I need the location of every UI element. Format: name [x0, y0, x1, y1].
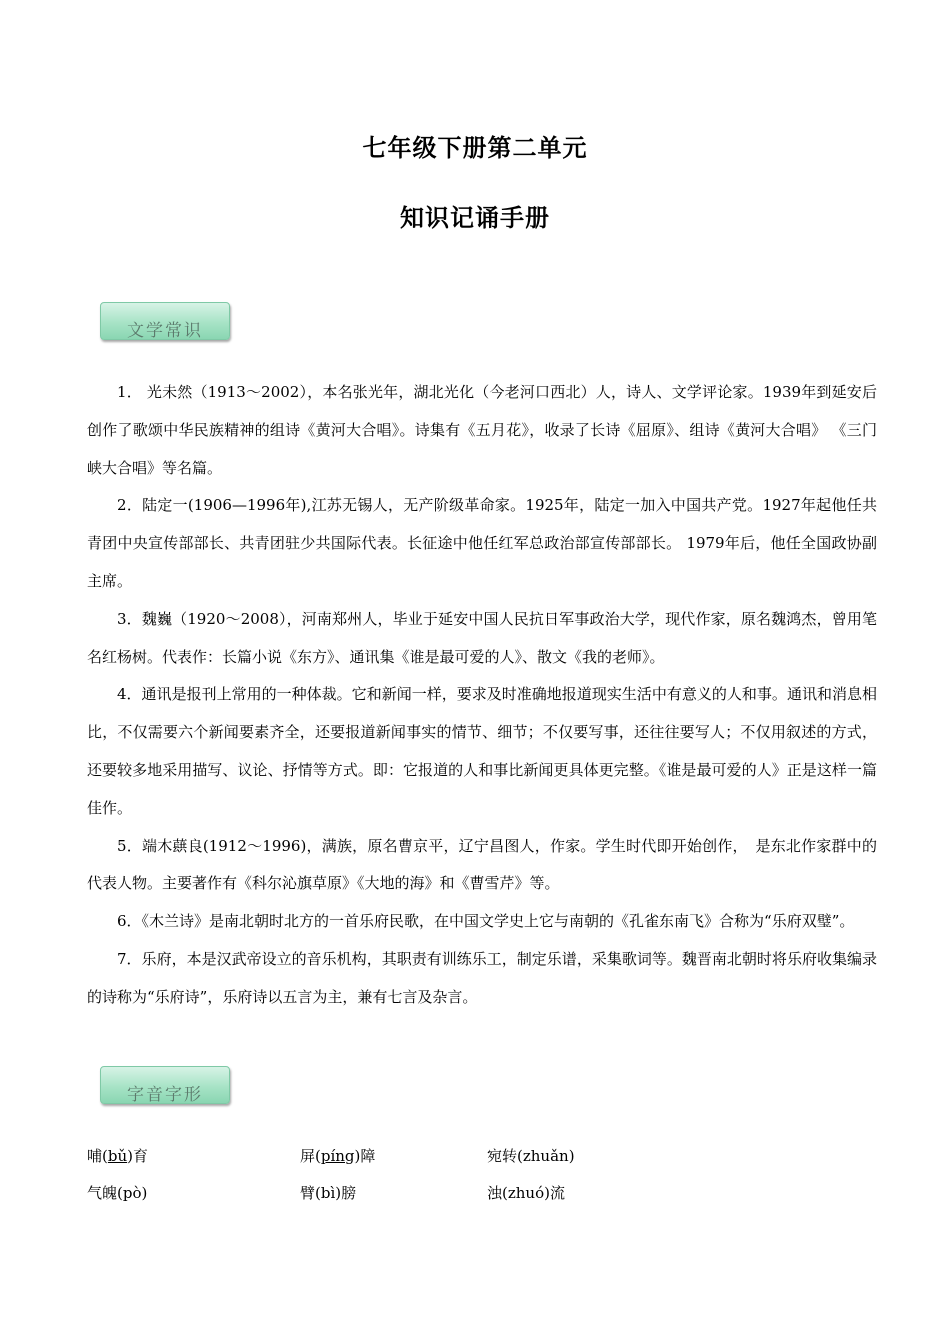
note-paragraph: 2．陆定一(1906—1996年),江苏无锡人，无产阶级革命家。1925年，陆定一加入中国共产党。1927年起他任共青团中央宣传部部长、共青团驻少共国际代表。长征途中他任红军总政治部宣传部部长。 1979年后，他任全国政协副主席。 [87, 496, 877, 590]
vocab-item: 气魄(pò) [87, 1184, 148, 1202]
note-paragraph: 3．魏巍（1920～2008），河南郑州人，毕业于延安中国人民抗日军事政治大学，现代作家，原名魏鸿杰，曾用笔名红杨树。代表作：长篇小说《东方》、通讯集《谁是最可爱的人》、散文《我的老师》。 [87, 609, 877, 666]
section-banner-pronunciation [100, 1066, 230, 1104]
section-banner-literature [100, 302, 230, 340]
pinyin: píng [320, 1147, 355, 1165]
vocab-item: 哺(bǔ)育 [87, 1147, 148, 1165]
section-banner-label: 字音字形 [127, 1085, 203, 1104]
note-paragraph: 5．端木蕻良(1912～1996)，满族，原名曹京平，辽宁昌图人，作家。学生时代即开始创作， 是东北作家群中的代表人物。主要著作有《科尔沁旗草原》《大地的海》和《曹雪芹》等。 [87, 836, 877, 893]
page-title: 七年级下册第二单元 [362, 133, 588, 162]
vocab-item: 屏(píng)障 [300, 1147, 376, 1165]
note-paragraph: 6．《木兰诗》是南北朝时北方的一首乐府民歌，在中国文学史上它与南朝的《孔雀东南飞》合称为“乐府双璧”。 [117, 912, 855, 931]
note-paragraph: 4．通讯是报刊上常用的一种体裁。它和新闻一样，要求及时准确地报道现实生活中有意义的人和事。通讯和消息相比，不仅需要六个新闻要素齐全，还要报道新闻事实的情节、细节；不仅要写事，还往往要写人；不仅用叙述的方式，还要较多地采用描写、议论、抒情等方式。即：它报道的人和事比新闻更具体更完整。《谁是最可爱的人》正是这样一篇佳作。 [87, 685, 877, 817]
vocab-item: 臂(bì)膀 [300, 1184, 357, 1202]
literature-notes [87, 374, 877, 1017]
note-paragraph: 7．乐府，本是汉武帝设立的音乐机构，其职责有训练乐工，制定乐谱，采集歌词等。魏晋南北朝时将乐府收集编录的诗称为“乐府诗”，乐府诗以五言为主，兼有七言及杂言。 [87, 949, 877, 1006]
vocab-list [87, 1141, 787, 1215]
vocab-row [87, 1178, 787, 1215]
section-banner-label: 文学常识 [127, 321, 203, 340]
note-paragraph: 1． 光未然（1913～2002），本名张光年，湖北光化（今老河口西北）人，诗人、文学评论家。1939年到延安后创作了歌颂中华民族精神的组诗《黄河大合唱》。诗集有《五月花》，收录了长诗《屈原》、组诗《黄河大合唱》 《三门峡大合唱》等名篇。 [87, 383, 877, 477]
vocab-item: 浊(zhuó)流 [487, 1184, 565, 1202]
pinyin: bǔ [107, 1147, 128, 1165]
vocab-row [87, 1141, 787, 1178]
vocab-item: 宛转(zhuǎn) [487, 1147, 575, 1165]
pinyin: zhuǎn [522, 1147, 569, 1165]
pinyin: pò [122, 1184, 142, 1202]
page-subtitle: 知识记诵手册 [400, 203, 550, 232]
pinyin: zhuó [507, 1184, 545, 1202]
pinyin: bì [320, 1184, 336, 1202]
